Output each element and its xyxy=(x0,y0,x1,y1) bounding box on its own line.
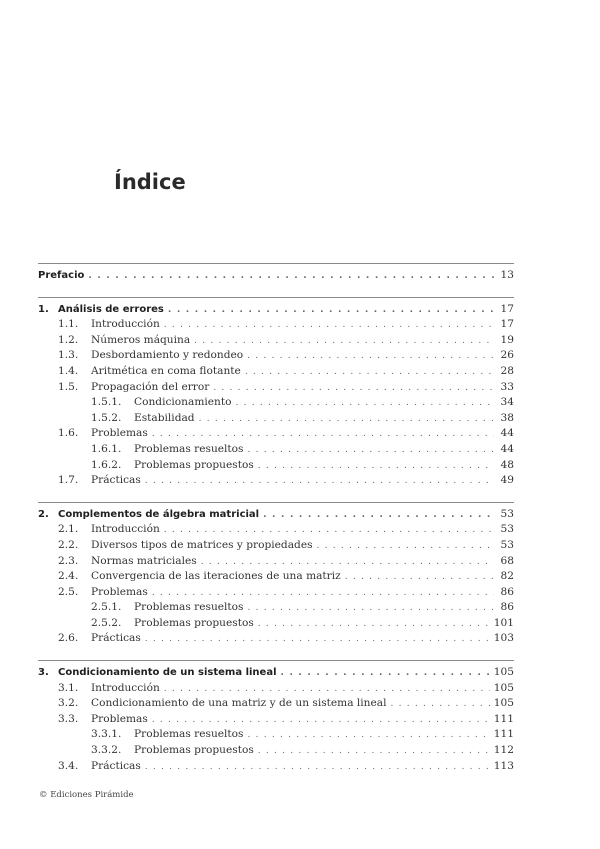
toc-entry-number: 1.5.1. xyxy=(91,396,122,409)
toc-entry-number: 2.5.1. xyxy=(91,601,122,614)
toc-entry-number: 1.7. xyxy=(58,474,79,487)
toc-section-entry[interactable] xyxy=(38,712,514,728)
chapter-divider xyxy=(38,660,514,661)
toc-entry-page-number: 86 xyxy=(500,585,514,598)
dot-leader xyxy=(245,365,494,381)
dot-leader xyxy=(145,474,494,490)
toc-entry-number: 3.2. xyxy=(58,697,79,710)
toc-section-entry[interactable] xyxy=(38,380,514,396)
toc-entry-number: 3.3.1. xyxy=(91,728,122,741)
toc-entry-number: 1. xyxy=(38,303,49,315)
toc-entry-title: Condicionamiento xyxy=(134,396,232,409)
toc-entry-title: Aritmética en coma flotante xyxy=(91,364,241,377)
toc-entry-number: 2.1. xyxy=(58,523,79,536)
toc-entry-page-number: 48 xyxy=(500,458,514,471)
dot-leader xyxy=(248,728,490,744)
toc-entry-page-number: 44 xyxy=(500,427,514,440)
toc-entry-number: 1.1. xyxy=(58,318,79,331)
toc-entry-page-number: 17 xyxy=(500,302,514,315)
toc-subsection-entry[interactable] xyxy=(38,616,514,632)
dot-leader xyxy=(345,570,494,586)
chapter-divider xyxy=(38,297,514,298)
toc-entry-title: Diversos tipos de matrices y propiedades xyxy=(91,538,313,551)
toc-section-entry[interactable] xyxy=(38,681,514,697)
toc-subsection-entry[interactable] xyxy=(38,727,514,743)
dot-leader xyxy=(152,427,494,443)
toc-subsection-entry[interactable] xyxy=(38,395,514,411)
toc-entry-number: 1.5.2. xyxy=(91,411,122,424)
toc-entry-title: Introducción xyxy=(91,523,160,536)
copyright-notice: © Ediciones Pirámide xyxy=(39,790,134,800)
toc-entry-number: 2.4. xyxy=(58,570,79,583)
dot-leader xyxy=(201,555,494,571)
toc-subsection-entry[interactable] xyxy=(38,411,514,427)
toc-gap xyxy=(38,284,514,297)
toc-entry-title: Problemas resueltos xyxy=(134,601,244,614)
dot-leader xyxy=(248,443,495,459)
dot-leader xyxy=(145,632,490,648)
toc-entry-title: Propagación del error xyxy=(91,380,210,393)
chapter-divider xyxy=(38,263,514,264)
toc-entry-title: Estabilidad xyxy=(134,411,195,424)
toc-section-entry[interactable] xyxy=(38,569,514,585)
toc-entry-number: 2.2. xyxy=(58,538,79,551)
toc-section-entry[interactable] xyxy=(38,554,514,570)
dot-leader xyxy=(258,617,490,633)
toc-entry-title: Problemas propuestos xyxy=(134,744,254,757)
toc-gap xyxy=(38,647,514,660)
dot-leader xyxy=(194,334,494,350)
toc-section-entry[interactable] xyxy=(38,759,514,775)
toc-entry-page-number: 113 xyxy=(493,759,514,772)
toc-entry-page-number: 111 xyxy=(493,712,514,725)
toc-entry-page-number: 53 xyxy=(500,538,514,551)
toc-entry-title: Prácticas xyxy=(91,759,141,772)
toc-entry-title: Problemas xyxy=(91,427,148,440)
dot-leader xyxy=(164,318,494,334)
toc-entry-page-number: 103 xyxy=(493,632,514,645)
toc-chapter-entry[interactable] xyxy=(38,507,514,523)
toc-entry-title: Convergencia de las iteraciones de una matriz xyxy=(91,570,341,583)
toc-subsection-entry[interactable] xyxy=(38,442,514,458)
toc-entry-page-number: 38 xyxy=(500,411,514,424)
toc-entry-page-number: 53 xyxy=(500,507,514,520)
toc-entry-title: Números máquina xyxy=(91,333,191,346)
toc-entry-title: Condicionamiento de un sistema lineal xyxy=(58,667,277,679)
dot-leader xyxy=(199,412,494,428)
toc-entry-title: Problemas resueltos xyxy=(134,442,244,455)
toc-entry-number: 1.6. xyxy=(58,427,79,440)
dot-leader xyxy=(164,682,490,698)
toc-subsection-entry[interactable] xyxy=(38,743,514,759)
toc-entry-number: 3.1. xyxy=(58,681,79,694)
dot-leader xyxy=(152,586,494,602)
toc-entry-number: 2.5. xyxy=(58,585,79,598)
dot-leader xyxy=(258,744,490,760)
toc-entry-page-number: 68 xyxy=(500,554,514,567)
toc-entry-page-number: 13 xyxy=(500,269,514,281)
dot-leader xyxy=(213,381,494,397)
dot-leader xyxy=(317,539,494,555)
toc-subsection-entry[interactable] xyxy=(38,458,514,474)
toc-entry-number: 2. xyxy=(38,508,49,520)
dot-leader xyxy=(88,269,494,285)
toc-entry-title: Problemas resueltos xyxy=(134,728,244,741)
toc-entry-number: 1.5. xyxy=(58,380,79,393)
toc-entry-number: 2.5.2. xyxy=(91,616,122,629)
toc-entry-number: 1.4. xyxy=(58,364,79,377)
toc-entry-page-number: 53 xyxy=(500,523,514,536)
toc-section-entry[interactable] xyxy=(38,317,514,333)
toc-entry-title: Prácticas xyxy=(91,474,141,487)
toc-gap xyxy=(38,489,514,502)
toc-entry-number: 1.3. xyxy=(58,349,79,362)
toc-section-entry[interactable] xyxy=(38,538,514,554)
toc-entry-title: Problemas xyxy=(91,712,148,725)
toc-entry-number: 1.6.2. xyxy=(91,458,122,471)
toc-entry-page-number: 19 xyxy=(500,333,514,346)
toc-section-entry[interactable] xyxy=(38,585,514,601)
toc-entry-page-number: 86 xyxy=(500,601,514,614)
toc-section-entry[interactable] xyxy=(38,522,514,538)
toc-entry-number: 1.2. xyxy=(58,333,79,346)
toc-chapter-entry[interactable] xyxy=(38,665,514,681)
dot-leader xyxy=(152,713,490,729)
toc-entry-page-number: 105 xyxy=(493,697,514,710)
toc-entry-page-number: 105 xyxy=(493,666,514,679)
toc-entry-title: Normas matriciales xyxy=(91,554,197,567)
toc-section-entry[interactable] xyxy=(38,364,514,380)
toc-section-entry[interactable] xyxy=(38,426,514,442)
toc-section-entry[interactable] xyxy=(38,333,514,349)
toc-chapter-entry[interactable] xyxy=(38,302,514,318)
toc-entry-number: 1.6.1. xyxy=(91,442,122,455)
dot-leader xyxy=(281,666,490,682)
toc-entry-page-number: 44 xyxy=(500,442,514,455)
toc-entry-page-number: 49 xyxy=(500,474,514,487)
toc-entry-title: Introducción xyxy=(91,318,160,331)
toc-entry-page-number: 111 xyxy=(493,728,514,741)
dot-leader xyxy=(263,508,494,524)
toc-entry-number: 3.4. xyxy=(58,759,79,772)
dot-leader xyxy=(168,303,494,319)
toc-section-entry[interactable] xyxy=(38,348,514,364)
toc-entry-page-number: 17 xyxy=(500,318,514,331)
toc-entry-page-number: 34 xyxy=(500,396,514,409)
dot-leader xyxy=(390,697,489,713)
toc-entry-title: Problemas propuestos xyxy=(134,616,254,629)
toc-entry-title: Desbordamiento y redondeo xyxy=(91,349,244,362)
toc-entry-title: Condicionamiento de una matriz y de un sistema lineal xyxy=(91,697,387,710)
dot-leader xyxy=(258,459,494,475)
toc-entry-title: Prácticas xyxy=(91,632,141,645)
dot-leader xyxy=(145,760,490,776)
toc-entry-title: Análisis de errores xyxy=(58,303,164,315)
toc-entry-title: Introducción xyxy=(91,681,160,694)
table-of-contents xyxy=(38,263,514,774)
toc-section-entry[interactable] xyxy=(38,696,514,712)
page-title: Índice xyxy=(114,170,186,194)
dot-leader xyxy=(164,523,494,539)
toc-entry-number: 3.3. xyxy=(58,712,79,725)
toc-entry-number: 2.6. xyxy=(58,632,79,645)
chapter-divider xyxy=(38,502,514,503)
toc-entry-number: 2.3. xyxy=(58,554,79,567)
toc-entry-page-number: 105 xyxy=(493,681,514,694)
dot-leader xyxy=(247,349,494,365)
toc-section-entry[interactable] xyxy=(38,631,514,647)
toc-entry-title: Complementos de álgebra matricial xyxy=(58,508,260,520)
toc-entry-page-number: 82 xyxy=(500,570,514,583)
toc-entry-title: Prefacio xyxy=(38,270,85,281)
toc-entry-page-number: 26 xyxy=(500,349,514,362)
toc-chapter-entry[interactable] xyxy=(38,268,514,284)
toc-entry-title: Problemas propuestos xyxy=(134,458,254,471)
toc-entry-page-number: 28 xyxy=(500,364,514,377)
toc-entry-page-number: 112 xyxy=(493,744,514,757)
dot-leader xyxy=(235,396,494,412)
toc-entry-number: 3.3.2. xyxy=(91,744,122,757)
toc-subsection-entry[interactable] xyxy=(38,600,514,616)
toc-entry-title: Problemas xyxy=(91,585,148,598)
toc-entry-page-number: 101 xyxy=(493,616,514,629)
toc-entry-page-number: 33 xyxy=(500,380,514,393)
toc-section-entry[interactable] xyxy=(38,473,514,489)
toc-entry-number: 3. xyxy=(38,667,49,679)
dot-leader xyxy=(248,601,495,617)
